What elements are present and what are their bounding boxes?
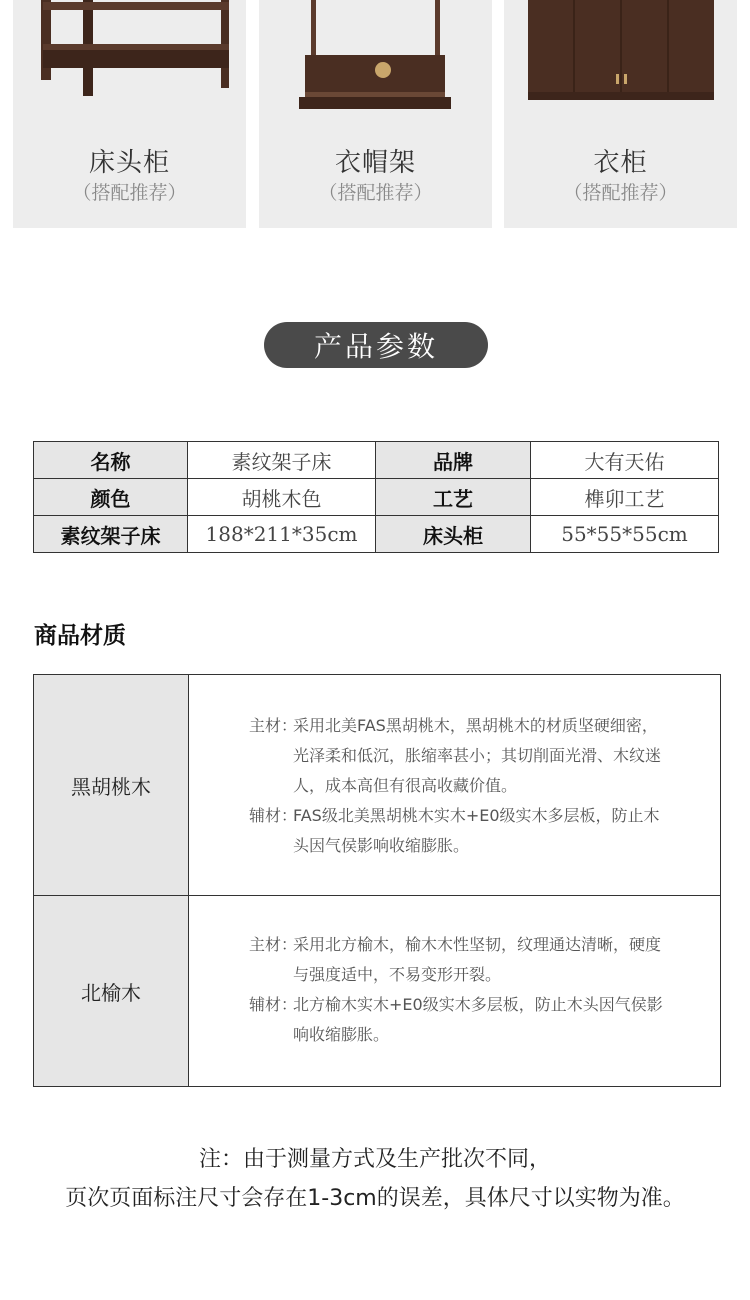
- param-key: 素纹架子床: [34, 516, 188, 553]
- product-card-nightstand[interactable]: [13, 0, 246, 228]
- main-material-label: 主材：: [249, 935, 298, 954]
- product-tag: （搭配推荐）: [318, 182, 433, 204]
- material-name: 北榆木: [34, 896, 189, 1086]
- main-material-label: 主材：: [249, 716, 298, 735]
- param-value: 大有天佑: [531, 442, 719, 479]
- material-row: [34, 675, 720, 895]
- material-description: [189, 896, 720, 1086]
- param-key: 名称: [34, 442, 188, 479]
- table-row: [34, 516, 719, 553]
- recommended-products: [0, 0, 750, 228]
- nightstand-image: [13, 0, 246, 120]
- material-name: 黑胡桃木: [34, 675, 189, 895]
- table-row: [34, 479, 719, 516]
- product-name: 衣帽架: [334, 148, 416, 178]
- aux-material-text: 北方榆木实木+E0级实木多层板，防止木头因气侯影响收缩膨胀。: [293, 995, 663, 1044]
- param-value: 素纹架子床: [188, 442, 376, 479]
- param-value: 榫卯工艺: [531, 479, 719, 516]
- aux-material-text: FAS级北美黑胡桃木实木+E0级实木多层板，防止木头因气侯影响收缩膨胀。: [293, 806, 660, 855]
- materials-heading: 商品材质: [34, 623, 126, 649]
- aux-material-label: 辅材：: [249, 806, 298, 825]
- product-card-wardrobe[interactable]: [504, 0, 737, 228]
- param-value: 胡桃木色: [188, 479, 376, 516]
- product-name: 床头柜: [88, 148, 170, 178]
- product-tag: （搭配推荐）: [563, 182, 678, 204]
- param-value: 55*55*55cm: [531, 516, 719, 553]
- param-key: 工艺: [376, 479, 531, 516]
- main-material-text: 采用北美FAS黑胡桃木，黑胡桃木的材质坚硬细密，光泽柔和低沉，胀缩率甚小；其切削面光滑、木纹迷人，成本高但有很高收藏价值。: [293, 716, 662, 795]
- product-params-table: [33, 441, 719, 553]
- product-tag: （搭配推荐）: [72, 182, 187, 204]
- aux-material-label: 辅材：: [249, 995, 298, 1014]
- param-key: 颜色: [34, 479, 188, 516]
- materials-table: [33, 674, 721, 1087]
- wardrobe-image: [504, 0, 737, 120]
- material-row: [34, 895, 720, 1086]
- product-card-coat-rack[interactable]: [259, 0, 492, 228]
- material-description: [189, 675, 720, 895]
- measurement-note-line1: 注：由于测量方式及生产批次不同，: [198, 1147, 551, 1172]
- product-name: 衣柜: [593, 148, 648, 178]
- section-title-pill: 产品参数: [264, 322, 488, 368]
- main-material-text: 采用北方榆木，榆木木性坚韧，纹理通达清晰，硬度与强度适中，不易变形开裂。: [293, 935, 662, 984]
- measurement-note-line2: 页次页面标注尺寸会存在1-3cm的误差，具体尺寸以实物为准。: [65, 1186, 685, 1211]
- table-row: [34, 442, 719, 479]
- param-key: 品牌: [376, 442, 531, 479]
- coat-rack-image: [259, 0, 492, 120]
- param-key: 床头柜: [376, 516, 531, 553]
- param-value: 188*211*35cm: [188, 516, 376, 553]
